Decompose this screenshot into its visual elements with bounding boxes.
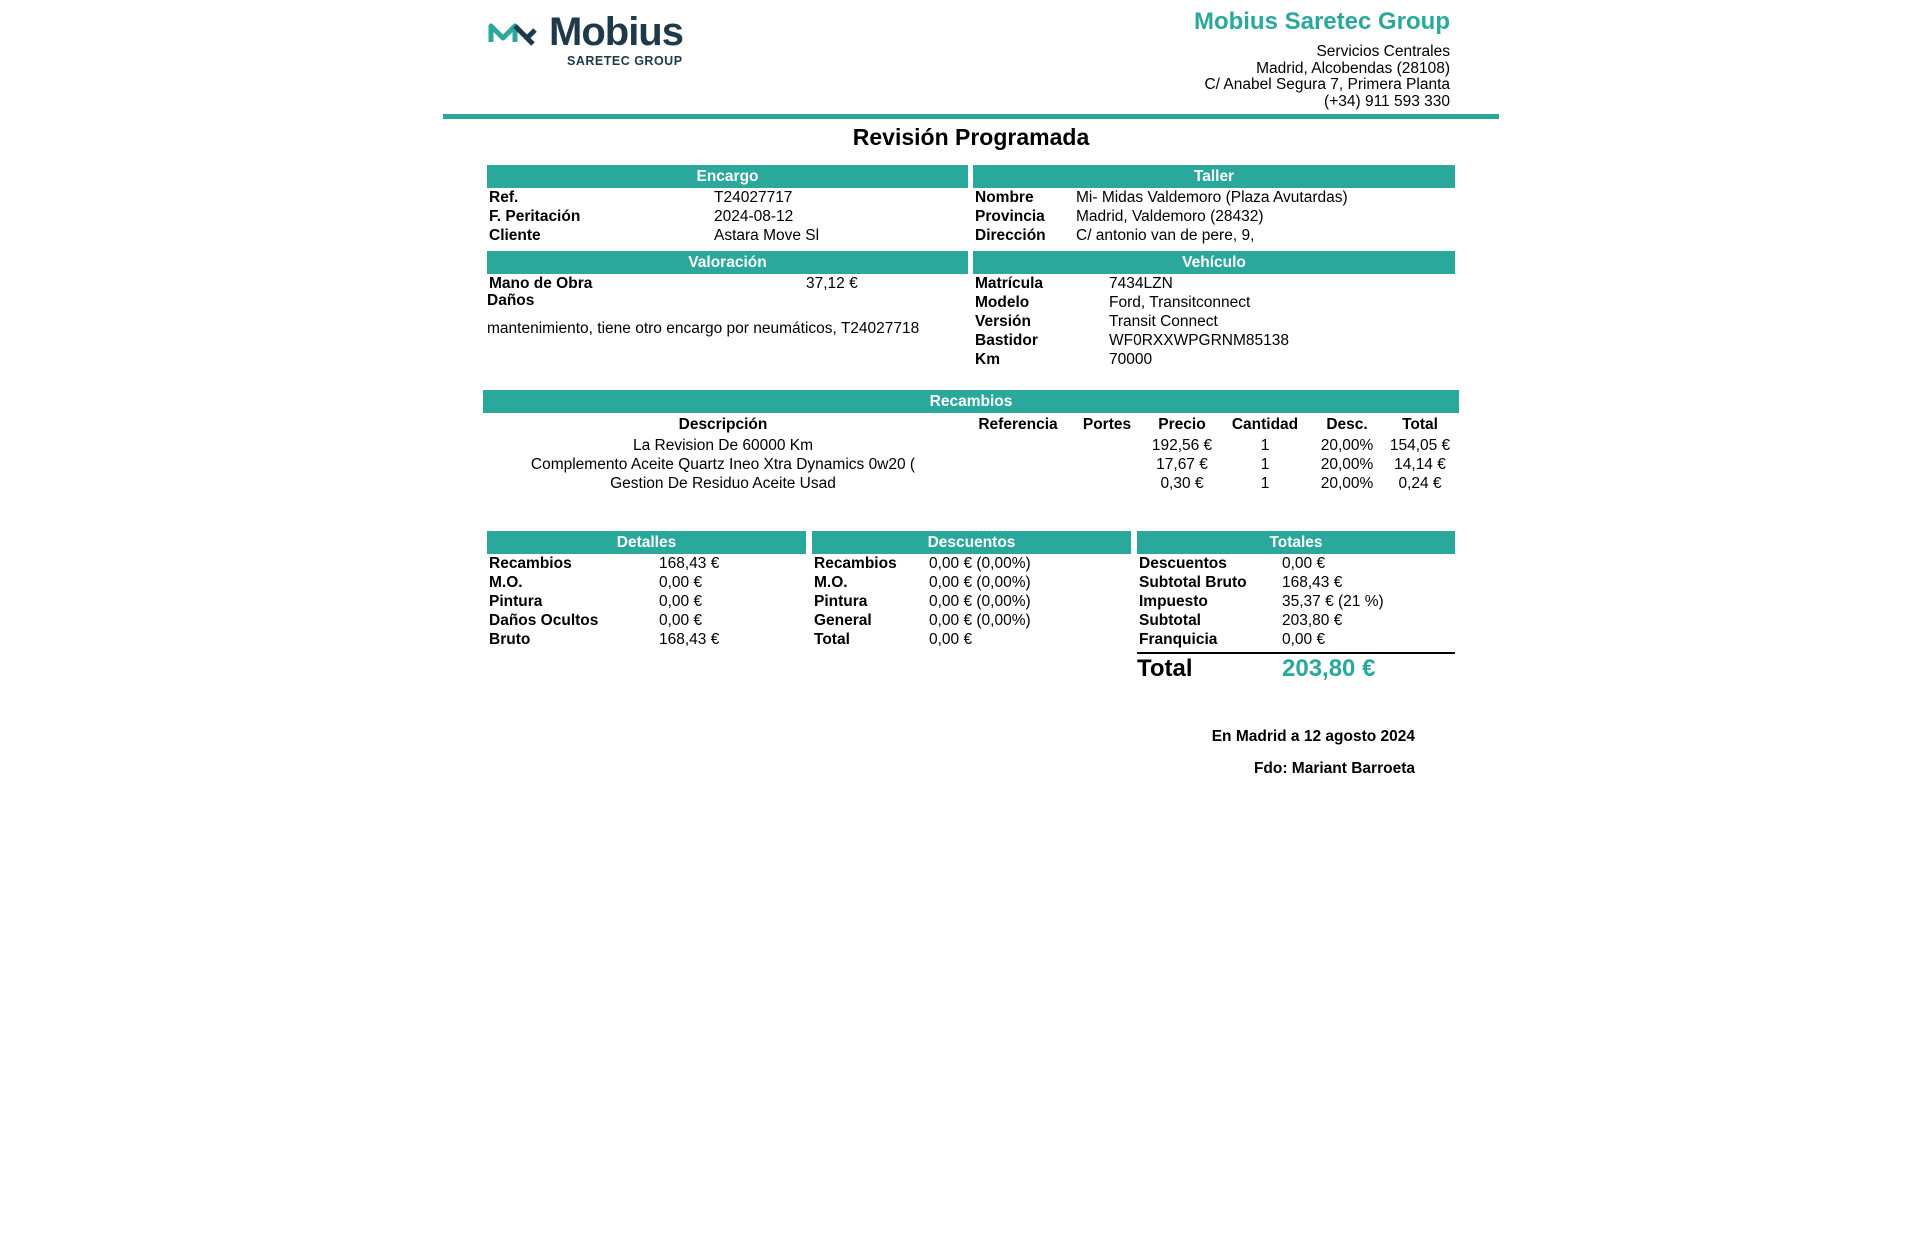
detalles-label: Daños Ocultos (489, 612, 599, 629)
vehiculo-label: Bastidor (975, 332, 1038, 349)
col-precio: Precio (1158, 416, 1206, 433)
address-line: C/ Anabel Segura 7, Primera Planta (1204, 76, 1450, 93)
totales-label: Descuentos (1139, 555, 1227, 572)
taller-label: Nombre (975, 189, 1034, 206)
address-line: (+34) 911 593 330 (1324, 92, 1450, 110)
vehiculo-value: Ford, Transitconnect (1109, 294, 1251, 311)
descuentos-label: General (814, 612, 872, 629)
valoracion-note: mantenimiento, tiene otro encargo por neumáticos, T24027718 (487, 320, 920, 337)
descuentos-value: 0,00 € (0,00%) (929, 574, 1031, 591)
danos-label: Daños (487, 292, 535, 309)
descuentos-value: 0,00 € (0,00%) (929, 555, 1031, 572)
encargo-value: T24027717 (714, 189, 793, 206)
encargo-label: Ref. (489, 189, 519, 206)
cell-cantidad: 1 (1260, 456, 1270, 473)
vehiculo-label: Km (975, 351, 1000, 368)
address-line: Madrid, Alcobendas (28108) (1256, 59, 1450, 77)
totales-label: Subtotal Bruto (1139, 574, 1247, 591)
cell-precio: 192,56 € (1151, 437, 1213, 454)
mano-de-obra-label: Mano de Obra (489, 275, 593, 292)
encargo-value: Astara Move Sl (714, 227, 820, 244)
valoracion-heading: Valoración (487, 251, 968, 274)
col-cantidad: Cantidad (1231, 416, 1299, 433)
vehiculo-heading: Vehículo (973, 251, 1455, 274)
totales-value: 35,37 € (21 %) (1282, 593, 1384, 610)
place-date: En Madrid a 12 agosto 2024 (1211, 728, 1415, 745)
vehiculo-label: Modelo (975, 294, 1030, 311)
detalles-label: Bruto (489, 631, 531, 648)
totales-label: Impuesto (1139, 593, 1208, 610)
encargo-heading: Encargo (487, 165, 968, 188)
vehiculo-value: 70000 (1109, 351, 1153, 368)
totales-value: 0,00 € (1282, 555, 1326, 572)
company-logo (487, 10, 707, 72)
cell-cantidad: 1 (1260, 437, 1270, 454)
detalles-value: 0,00 € (659, 593, 703, 610)
vehiculo-label: Versión (975, 313, 1031, 330)
col-total: Total (1402, 416, 1438, 433)
totales-value: 168,43 € (1282, 574, 1343, 591)
company-address (1204, 44, 1450, 110)
descuentos-value: 0,00 € (0,00%) (929, 612, 1031, 629)
detalles-label: M.O. (489, 574, 523, 591)
cell-total: 0,24 € (1398, 475, 1442, 492)
cell-descripcion: Complemento Aceite Quartz Ineo Xtra Dynamics 0w20 ( (530, 456, 916, 473)
signature: Fdo: Mariant Barroeta (1253, 760, 1415, 777)
address-line: Servicios Centrales (1316, 43, 1450, 60)
totales-value: 0,00 € (1282, 631, 1326, 648)
descuentos-label: Recambios (814, 555, 897, 572)
descuentos-label: Total (814, 631, 850, 648)
detalles-value: 0,00 € (659, 574, 703, 591)
detalles-label: Pintura (489, 593, 543, 610)
taller-label: Provincia (975, 208, 1045, 225)
cell-descripcion: La Revision De 60000 Km (632, 437, 814, 454)
cell-desc: 20,00% (1320, 475, 1374, 492)
totales-label: Franquicia (1139, 631, 1218, 648)
descuentos-value: 0,00 € (929, 631, 973, 648)
detalles-heading: Detalles (487, 531, 806, 554)
vehiculo-value: WF0RXXWPGRNM85138 (1109, 332, 1290, 349)
document-title: Revisión Programada (852, 124, 1090, 150)
logo-word: Mobius (549, 10, 683, 54)
company-name: Mobius Saretec Group (1193, 8, 1450, 35)
cell-total: 14,14 € (1394, 456, 1446, 473)
cell-desc: 20,00% (1320, 456, 1374, 473)
col-portes: Portes (1082, 416, 1132, 433)
total-divider (1137, 652, 1455, 654)
mano-de-obra-value: 37,12 € (806, 275, 858, 292)
cell-precio: 0,30 € (1160, 475, 1204, 492)
taller-value: Madrid, Valdemoro (28432) (1076, 208, 1264, 225)
taller-label: Dirección (975, 227, 1046, 244)
taller-value: Mi- Midas Valdemoro (Plaza Avutardas) (1076, 189, 1348, 206)
cell-desc: 20,00% (1320, 437, 1374, 454)
header-divider (443, 114, 1499, 119)
detalles-value: 0,00 € (659, 612, 703, 629)
descuentos-label: M.O. (814, 574, 848, 591)
taller-heading: Taller (973, 165, 1455, 188)
detalles-label: Recambios (489, 555, 572, 572)
logo-subtitle: SARETEC GROUP (567, 54, 683, 68)
cell-cantidad: 1 (1260, 475, 1270, 492)
vehiculo-value: Transit Connect (1109, 313, 1218, 330)
recambios-heading: Recambios (483, 390, 1459, 413)
descuentos-heading: Descuentos (812, 531, 1131, 554)
col-descripcion: Descripción (678, 416, 768, 433)
detalles-value: 168,43 € (659, 555, 720, 572)
vehiculo-label: Matrícula (975, 275, 1044, 292)
grand-total-value: 203,80 € (1282, 655, 1376, 682)
col-desc: Desc. (1326, 416, 1368, 433)
totales-label: Subtotal (1139, 612, 1201, 629)
detalles-value: 168,43 € (659, 631, 720, 648)
vehiculo-value: 7434LZN (1109, 275, 1173, 292)
totales-value: 203,80 € (1282, 612, 1343, 629)
totales-heading: Totales (1137, 531, 1455, 554)
descuentos-value: 0,00 € (0,00%) (929, 593, 1031, 610)
cell-descripcion: Gestion De Residuo Aceite Usad (610, 475, 836, 492)
descuentos-label: Pintura (814, 593, 868, 610)
grand-total-label: Total (1137, 655, 1193, 682)
encargo-value: 2024-08-12 (714, 208, 794, 225)
mobius-logo-icon (487, 16, 539, 50)
col-referencia: Referencia (978, 416, 1058, 433)
encargo-label: Cliente (489, 227, 541, 244)
cell-precio: 17,67 € (1156, 456, 1208, 473)
cell-total: 154,05 € (1389, 437, 1451, 454)
encargo-label: F. Peritación (489, 208, 581, 225)
taller-value: C/ antonio van de pere, 9, (1076, 227, 1255, 244)
